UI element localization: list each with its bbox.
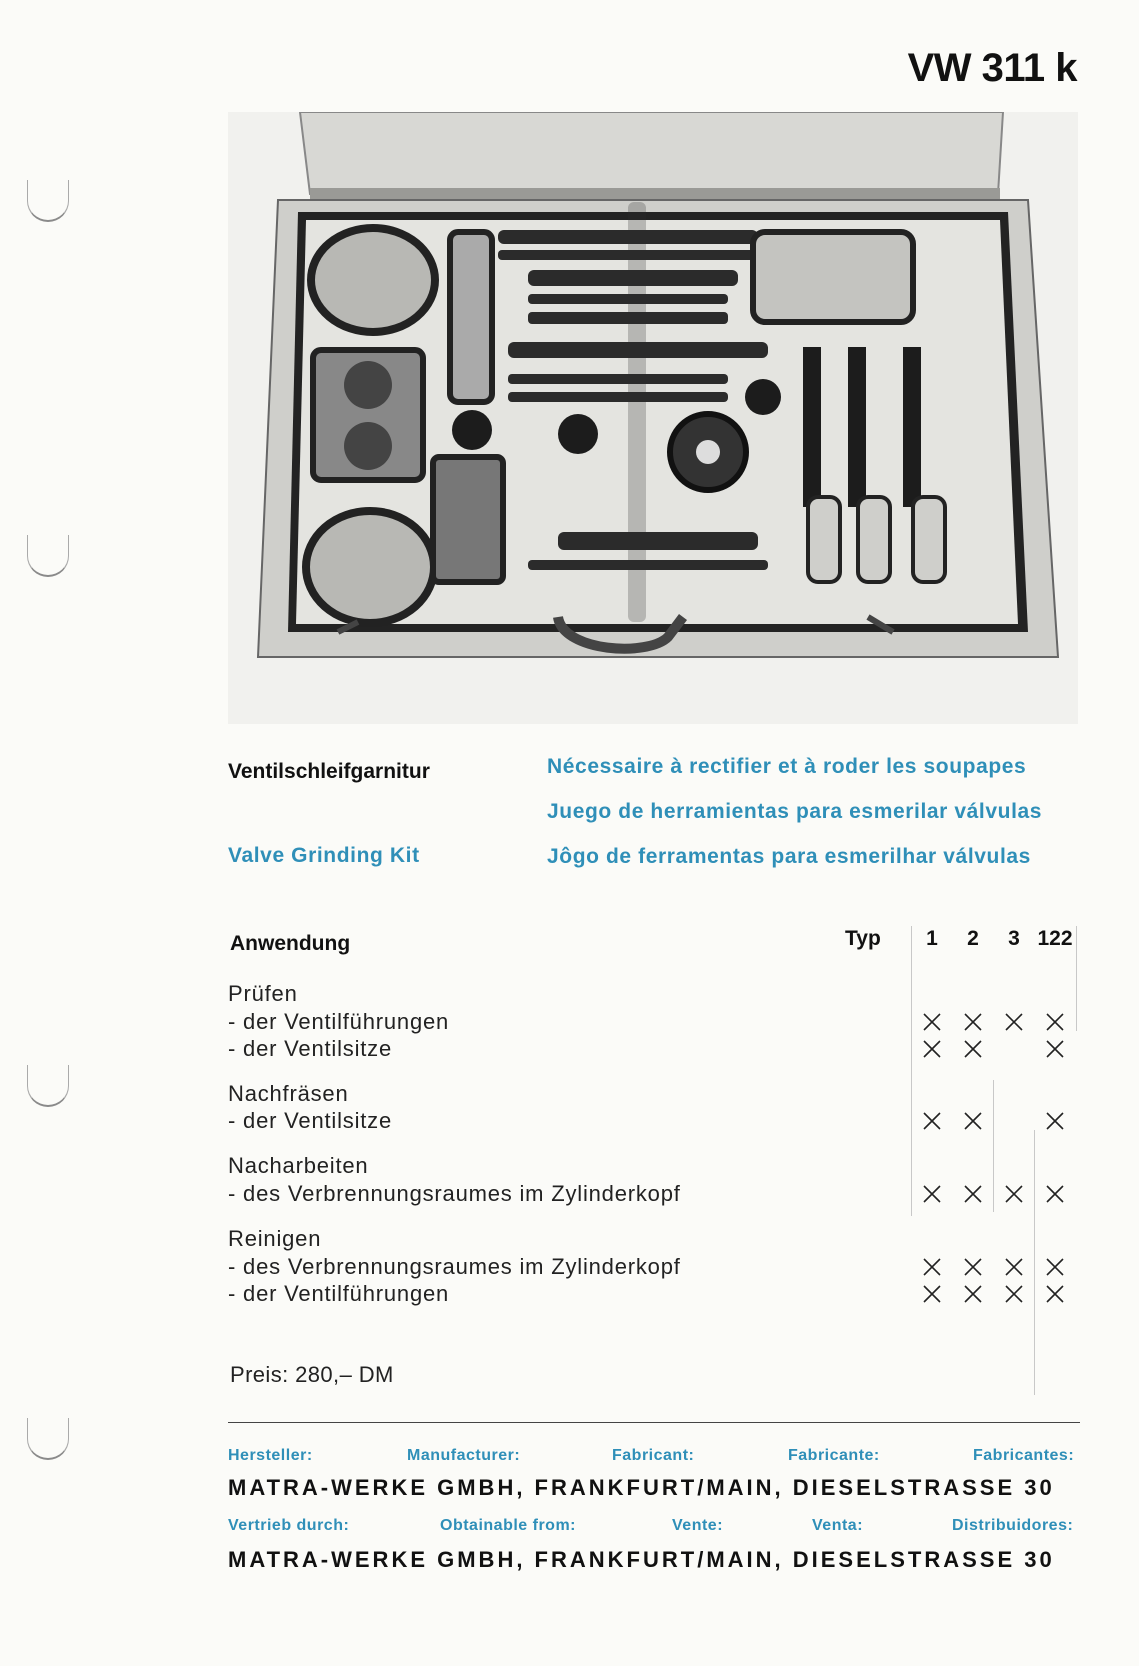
row-label: - der Ventilsitze	[228, 1036, 393, 1061]
cross-mark-icon	[1003, 1256, 1025, 1278]
distributor-address: MATRA-WERKE GMBH, FRANKFURT/MAIN, DIESELSTRASSE 30	[228, 1547, 1055, 1572]
cross-mark-icon	[921, 1283, 943, 1305]
product-code: VW 311 k	[907, 46, 1077, 90]
title-german: Ventilschleifgarnitur	[228, 760, 430, 783]
type-column-header: 3	[1008, 927, 1020, 950]
cross-mark-icon	[1044, 1038, 1066, 1060]
cross-mark-icon	[1044, 1256, 1066, 1278]
title-french: Nécessaire à rectifier et à roder les soupapes	[547, 755, 1027, 778]
distributor-label: Vertrieb durch:	[228, 1517, 350, 1534]
cross-mark-icon	[921, 1011, 943, 1033]
manufacturer-label: Hersteller:	[228, 1447, 313, 1464]
type-column-header: 1	[926, 927, 938, 950]
cross-mark-icon	[1003, 1183, 1025, 1205]
distributor-label: Obtainable from:	[440, 1517, 577, 1534]
manufacturer-address: MATRA-WERKE GMBH, FRANKFURT/MAIN, DIESELSTRASSE 30	[228, 1475, 1055, 1500]
group-title: Nachfräsen	[228, 1081, 349, 1106]
punch-hole	[27, 535, 69, 577]
punch-hole	[27, 1065, 69, 1107]
row-label: - der Ventilsitze	[228, 1108, 393, 1133]
row-label: - des Verbrennungsraumes im Zylinderkopf	[228, 1181, 681, 1206]
manufacturer-label: Fabricant:	[612, 1447, 695, 1464]
row-label: - des Verbrennungsraumes im Zylinderkopf	[228, 1254, 681, 1279]
type-label: Typ	[845, 927, 881, 950]
manufacturer-label: Fabricantes:	[973, 1447, 1075, 1464]
cross-mark-icon	[962, 1011, 984, 1033]
cross-mark-icon	[1044, 1110, 1066, 1132]
title-spanish: Juego de herramientas para esmerilar válvulas	[547, 800, 1043, 823]
cross-mark-icon	[962, 1283, 984, 1305]
cross-mark-icon	[921, 1183, 943, 1205]
cross-mark-icon	[962, 1183, 984, 1205]
punch-hole	[27, 1418, 69, 1460]
divider	[228, 1422, 1080, 1423]
distributor-label: Venta:	[812, 1517, 864, 1534]
row-label: - der Ventilführungen	[228, 1009, 450, 1034]
distributor-label: Vente:	[672, 1517, 724, 1534]
cross-mark-icon	[962, 1256, 984, 1278]
group-title: Prüfen	[228, 981, 298, 1006]
cross-mark-icon	[962, 1110, 984, 1132]
column-divider	[1076, 926, 1077, 1031]
type-column-header: 122	[1037, 927, 1073, 950]
row-label: - der Ventilführungen	[228, 1281, 450, 1306]
type-column-header: 2	[967, 927, 979, 950]
column-divider	[911, 926, 912, 1216]
cross-mark-icon	[921, 1038, 943, 1060]
group-title: Reinigen	[228, 1226, 322, 1251]
cross-mark-icon	[962, 1038, 984, 1060]
cross-mark-icon	[1044, 1183, 1066, 1205]
distributor-label: Distribuidores:	[952, 1517, 1074, 1534]
column-divider	[1034, 1130, 1035, 1395]
cross-mark-icon	[1044, 1011, 1066, 1033]
title-english: Valve Grinding Kit	[228, 844, 420, 867]
cross-mark-icon	[921, 1256, 943, 1278]
group-title: Nacharbeiten	[228, 1153, 369, 1178]
cross-mark-icon	[921, 1110, 943, 1132]
manufacturer-label: Manufacturer:	[407, 1447, 521, 1464]
title-portuguese: Jôgo de ferramentas para esmerilhar válvulas	[547, 845, 1031, 868]
cross-mark-icon	[1003, 1011, 1025, 1033]
product-photo	[228, 112, 1078, 724]
punch-hole	[27, 180, 69, 222]
price: Preis: 280,– DM	[230, 1362, 394, 1387]
table-heading: Anwendung	[230, 932, 351, 955]
cross-mark-icon	[1044, 1283, 1066, 1305]
column-divider	[993, 1080, 994, 1212]
manufacturer-label: Fabricante:	[788, 1447, 880, 1464]
cross-mark-icon	[1003, 1283, 1025, 1305]
